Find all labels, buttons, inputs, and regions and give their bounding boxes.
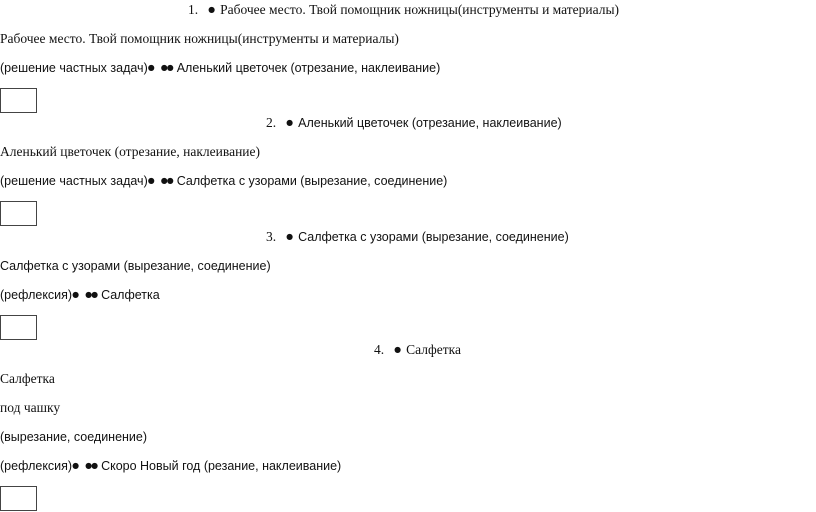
bullet-icon: ● [208, 5, 216, 14]
item-4-title-line-3: (вырезание, соединение) [0, 430, 148, 444]
item-2-tag-line [0, 173, 447, 189]
item-tag: (решение частных задач) [0, 174, 148, 188]
bullet-icon: ● [72, 461, 80, 470]
item-number: 1. [188, 2, 199, 17]
item-4-title-line-1: Салфетка [0, 371, 55, 386]
next-item-text: Скоро Новый год (резание, наклеивание) [101, 459, 342, 473]
item-4-heading [374, 342, 461, 358]
item-tag: (решение частных задач) [0, 61, 148, 75]
item-3-heading [266, 229, 569, 245]
item-tag: (рефлексия) [0, 288, 73, 302]
item-heading-text: Салфетка с узорами (вырезание, соединение) [298, 230, 569, 244]
item-4-checkbox[interactable] [0, 486, 37, 511]
item-4-title-line-2: под чашку [0, 400, 61, 415]
item-2-checkbox[interactable] [0, 201, 37, 226]
item-1-title: Рабочее место. Твой помощник ножницы(инструменты и материалы) [0, 31, 399, 46]
next-item-text: Аленький цветочек (отрезание, наклеивание) [176, 61, 441, 75]
item-1-checkbox[interactable] [0, 88, 37, 113]
bullet-icon: ● [147, 176, 155, 185]
item-number: 3. [266, 229, 277, 244]
double-bullet-icon: ●● [160, 176, 173, 185]
item-1-tag-line [0, 60, 440, 76]
item-number: 4. [374, 342, 385, 357]
item-tag: (рефлексия) [0, 459, 73, 473]
bullet-icon: ● [286, 118, 294, 127]
item-number: 2. [266, 115, 277, 130]
item-1-heading [188, 2, 619, 18]
item-2-title: Аленький цветочек (отрезание, наклеивание) [0, 144, 261, 159]
bullet-icon: ● [147, 63, 155, 72]
item-3-title: Салфетка с узорами (вырезание, соединение) [0, 259, 271, 273]
bullet-icon: ● [72, 290, 80, 299]
next-item-text: Салфетка [101, 288, 160, 302]
item-4-tag-line [0, 458, 341, 474]
bullet-icon: ● [394, 345, 402, 354]
next-item-text: Салфетка с узорами (вырезание, соединение) [176, 174, 448, 188]
item-heading-text: Салфетка [406, 342, 461, 357]
bullet-icon: ● [286, 232, 294, 241]
double-bullet-icon: ●● [85, 461, 98, 470]
item-heading-text: Рабочее место. Твой помощник ножницы(инструменты и материалы) [220, 2, 620, 17]
double-bullet-icon: ●● [160, 63, 173, 72]
item-3-tag-line [0, 287, 160, 303]
item-2-heading [266, 115, 562, 131]
double-bullet-icon: ●● [85, 290, 98, 299]
item-heading-text: Аленький цветочек (отрезание, наклеивание) [298, 116, 562, 130]
item-3-checkbox[interactable] [0, 315, 37, 340]
